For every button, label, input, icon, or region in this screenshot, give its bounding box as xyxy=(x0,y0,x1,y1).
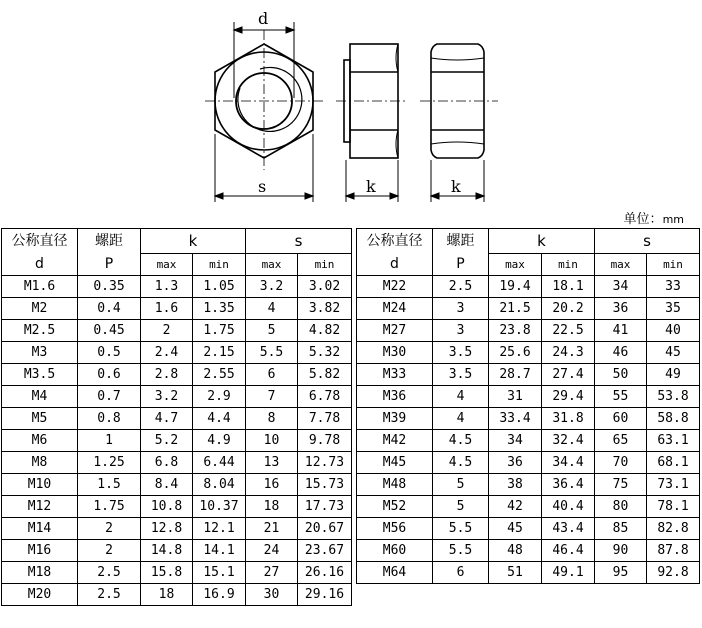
k-min-cell: 18.1 xyxy=(542,276,595,298)
pitch-cell: 2 xyxy=(78,518,141,540)
s-min-cell: 53.8 xyxy=(647,386,700,408)
k-min-cell: 27.4 xyxy=(542,364,595,386)
k-min-cell: 1.35 xyxy=(193,298,246,320)
pitch-cell: 3.5 xyxy=(433,364,489,386)
pitch-cell: 5.5 xyxy=(433,540,489,562)
header-k-max: max xyxy=(489,254,542,276)
header-pitch: 螺距 xyxy=(78,229,141,254)
k-min-cell: 1.05 xyxy=(193,276,246,298)
pitch-cell: 5.5 xyxy=(433,518,489,540)
k-max-cell: 48 xyxy=(489,540,542,562)
header-s: s xyxy=(595,229,700,254)
s-max-cell: 13 xyxy=(246,452,298,474)
s-max-cell: 27 xyxy=(246,562,298,584)
header-s-min: min xyxy=(647,254,700,276)
unit-note xyxy=(624,208,684,227)
k-min-cell: 20.2 xyxy=(542,298,595,320)
dim-k-label-2: k xyxy=(451,177,461,196)
table-row xyxy=(2,320,352,342)
s-min-cell: 58.8 xyxy=(647,408,700,430)
k-max-cell: 42 xyxy=(489,496,542,518)
nominal-diameter-cell: M5 xyxy=(2,408,78,430)
spec-table-right xyxy=(356,228,700,584)
s-min-cell: 82.8 xyxy=(647,518,700,540)
table-row xyxy=(2,298,352,320)
nominal-diameter-cell: M18 xyxy=(2,562,78,584)
nominal-diameter-cell: M45 xyxy=(357,452,433,474)
k-max-cell: 3.2 xyxy=(141,386,193,408)
header-row-2 xyxy=(2,254,352,276)
table-row xyxy=(357,298,700,320)
pitch-cell: 2 xyxy=(78,540,141,562)
pitch-cell: 1.25 xyxy=(78,452,141,474)
s-min-cell: 20.67 xyxy=(298,518,352,540)
k-min-cell: 40.4 xyxy=(542,496,595,518)
pitch-cell: 1.75 xyxy=(78,496,141,518)
s-max-cell: 5.5 xyxy=(246,342,298,364)
nominal-diameter-cell: M33 xyxy=(357,364,433,386)
table-row xyxy=(357,452,700,474)
k-min-cell: 29.4 xyxy=(542,386,595,408)
pitch-cell: 4 xyxy=(433,408,489,430)
s-min-cell: 63.1 xyxy=(647,430,700,452)
header-k-min: min xyxy=(542,254,595,276)
s-min-cell: 7.78 xyxy=(298,408,352,430)
k-min-cell: 2.9 xyxy=(193,386,246,408)
table-row xyxy=(2,540,352,562)
s-max-cell: 41 xyxy=(595,320,647,342)
header-row-2 xyxy=(357,254,700,276)
nominal-diameter-cell: M6 xyxy=(2,430,78,452)
k-max-cell: 38 xyxy=(489,474,542,496)
k-min-cell: 24.3 xyxy=(542,342,595,364)
s-max-cell: 46 xyxy=(595,342,647,364)
pitch-cell: 2.5 xyxy=(433,276,489,298)
k-min-cell: 4.9 xyxy=(193,430,246,452)
header-row-1 xyxy=(357,229,700,254)
k-max-cell: 28.7 xyxy=(489,364,542,386)
s-max-cell: 60 xyxy=(595,408,647,430)
hex-nut-drawing xyxy=(0,0,702,212)
s-max-cell: 70 xyxy=(595,452,647,474)
pitch-cell: 3 xyxy=(433,320,489,342)
s-min-cell: 12.73 xyxy=(298,452,352,474)
s-max-cell: 95 xyxy=(595,562,647,584)
nominal-diameter-cell: M10 xyxy=(2,474,78,496)
dim-d-label: d xyxy=(258,9,269,28)
nominal-diameter-cell: M36 xyxy=(357,386,433,408)
table-row xyxy=(2,386,352,408)
dim-k-label-1: k xyxy=(366,177,376,196)
pitch-cell: 0.45 xyxy=(78,320,141,342)
k-min-cell: 46.4 xyxy=(542,540,595,562)
table-row xyxy=(2,496,352,518)
table-row xyxy=(357,320,700,342)
s-min-cell: 26.16 xyxy=(298,562,352,584)
s-max-cell: 7 xyxy=(246,386,298,408)
header-k-min: min xyxy=(193,254,246,276)
nominal-diameter-cell: M2.5 xyxy=(2,320,78,342)
nominal-diameter-cell: M22 xyxy=(357,276,433,298)
s-max-cell: 4 xyxy=(246,298,298,320)
k-min-cell: 14.1 xyxy=(193,540,246,562)
s-max-cell: 8 xyxy=(246,408,298,430)
s-max-cell: 75 xyxy=(595,474,647,496)
s-min-cell: 29.16 xyxy=(298,584,352,606)
pitch-cell: 1.5 xyxy=(78,474,141,496)
pitch-cell: 4.5 xyxy=(433,452,489,474)
k-max-cell: 10.8 xyxy=(141,496,193,518)
s-min-cell: 92.8 xyxy=(647,562,700,584)
spec-table-left-body xyxy=(2,276,352,606)
table-row xyxy=(2,364,352,386)
table-row xyxy=(357,518,700,540)
k-max-cell: 31 xyxy=(489,386,542,408)
k-max-cell: 18 xyxy=(141,584,193,606)
header-s: s xyxy=(246,229,352,254)
nominal-diameter-cell: M56 xyxy=(357,518,433,540)
k-min-cell: 4.4 xyxy=(193,408,246,430)
unit-label: 单位： xyxy=(623,212,663,227)
pitch-cell: 4.5 xyxy=(433,430,489,452)
table-row xyxy=(357,430,700,452)
s-max-cell: 55 xyxy=(595,386,647,408)
header-d: d xyxy=(2,254,78,276)
k-max-cell: 34 xyxy=(489,430,542,452)
pitch-cell: 3 xyxy=(433,298,489,320)
table-row xyxy=(2,276,352,298)
s-min-cell: 45 xyxy=(647,342,700,364)
s-min-cell: 87.8 xyxy=(647,540,700,562)
k-min-cell: 1.75 xyxy=(193,320,246,342)
s-min-cell: 17.73 xyxy=(298,496,352,518)
k-max-cell: 36 xyxy=(489,452,542,474)
table-row xyxy=(2,474,352,496)
k-min-cell: 43.4 xyxy=(542,518,595,540)
nominal-diameter-cell: M8 xyxy=(2,452,78,474)
s-min-cell: 15.73 xyxy=(298,474,352,496)
k-max-cell: 25.6 xyxy=(489,342,542,364)
k-min-cell: 32.4 xyxy=(542,430,595,452)
pitch-cell: 0.4 xyxy=(78,298,141,320)
nominal-diameter-cell: M52 xyxy=(357,496,433,518)
table-row xyxy=(357,540,700,562)
s-max-cell: 36 xyxy=(595,298,647,320)
k-min-cell: 6.44 xyxy=(193,452,246,474)
header-k: k xyxy=(489,229,595,254)
k-max-cell: 51 xyxy=(489,562,542,584)
k-min-cell: 34.4 xyxy=(542,452,595,474)
nominal-diameter-cell: M48 xyxy=(357,474,433,496)
nominal-diameter-cell: M14 xyxy=(2,518,78,540)
pitch-cell: 0.5 xyxy=(78,342,141,364)
s-min-cell: 33 xyxy=(647,276,700,298)
table-row xyxy=(357,474,700,496)
s-max-cell: 16 xyxy=(246,474,298,496)
s-max-cell: 18 xyxy=(246,496,298,518)
s-min-cell: 5.32 xyxy=(298,342,352,364)
table-row xyxy=(2,342,352,364)
k-max-cell: 12.8 xyxy=(141,518,193,540)
nominal-diameter-cell: M16 xyxy=(2,540,78,562)
k-max-cell: 15.8 xyxy=(141,562,193,584)
s-min-cell: 40 xyxy=(647,320,700,342)
pitch-cell: 4 xyxy=(433,386,489,408)
k-min-cell: 16.9 xyxy=(193,584,246,606)
s-min-cell: 6.78 xyxy=(298,386,352,408)
header-k-max: max xyxy=(141,254,193,276)
nominal-diameter-cell: M3.5 xyxy=(2,364,78,386)
k-max-cell: 2.8 xyxy=(141,364,193,386)
k-max-cell: 6.8 xyxy=(141,452,193,474)
k-max-cell: 8.4 xyxy=(141,474,193,496)
s-max-cell: 10 xyxy=(246,430,298,452)
nominal-diameter-cell: M24 xyxy=(357,298,433,320)
header-pitch: 螺距 xyxy=(433,229,489,254)
pitch-cell: 3.5 xyxy=(433,342,489,364)
s-max-cell: 30 xyxy=(246,584,298,606)
k-max-cell: 19.4 xyxy=(489,276,542,298)
unit-value: mm xyxy=(662,213,684,226)
header-s-max: max xyxy=(246,254,298,276)
k-min-cell: 12.1 xyxy=(193,518,246,540)
nominal-diameter-cell: M4 xyxy=(2,386,78,408)
s-max-cell: 21 xyxy=(246,518,298,540)
header-nominal-diameter: 公称直径 xyxy=(2,229,78,254)
nominal-diameter-cell: M39 xyxy=(357,408,433,430)
k-max-cell: 5.2 xyxy=(141,430,193,452)
nominal-diameter-cell: M42 xyxy=(357,430,433,452)
pitch-cell: 5 xyxy=(433,474,489,496)
k-min-cell: 49.1 xyxy=(542,562,595,584)
s-max-cell: 50 xyxy=(595,364,647,386)
k-min-cell: 10.37 xyxy=(193,496,246,518)
s-min-cell: 5.82 xyxy=(298,364,352,386)
s-min-cell: 35 xyxy=(647,298,700,320)
s-min-cell: 49 xyxy=(647,364,700,386)
nominal-diameter-cell: M3 xyxy=(2,342,78,364)
table-row xyxy=(357,364,700,386)
pitch-cell: 0.8 xyxy=(78,408,141,430)
s-max-cell: 85 xyxy=(595,518,647,540)
pitch-cell: 0.35 xyxy=(78,276,141,298)
k-min-cell: 36.4 xyxy=(542,474,595,496)
s-min-cell: 3.02 xyxy=(298,276,352,298)
s-max-cell: 34 xyxy=(595,276,647,298)
nominal-diameter-cell: M60 xyxy=(357,540,433,562)
k-max-cell: 4.7 xyxy=(141,408,193,430)
s-max-cell: 65 xyxy=(595,430,647,452)
s-max-cell: 80 xyxy=(595,496,647,518)
s-min-cell: 23.67 xyxy=(298,540,352,562)
table-row xyxy=(357,342,700,364)
table-row xyxy=(357,496,700,518)
spec-table-right-body xyxy=(357,276,700,584)
nominal-diameter-cell: M2 xyxy=(2,298,78,320)
pitch-cell: 2.5 xyxy=(78,584,141,606)
k-max-cell: 1.6 xyxy=(141,298,193,320)
s-max-cell: 5 xyxy=(246,320,298,342)
table-row xyxy=(2,408,352,430)
spec-table-left xyxy=(1,228,352,606)
k-max-cell: 21.5 xyxy=(489,298,542,320)
k-max-cell: 1.3 xyxy=(141,276,193,298)
k-min-cell: 22.5 xyxy=(542,320,595,342)
k-max-cell: 14.8 xyxy=(141,540,193,562)
k-max-cell: 2.4 xyxy=(141,342,193,364)
header-s-min: min xyxy=(298,254,352,276)
k-max-cell: 23.8 xyxy=(489,320,542,342)
nominal-diameter-cell: M12 xyxy=(2,496,78,518)
header-P: P xyxy=(78,254,141,276)
table-row xyxy=(357,386,700,408)
pitch-cell: 5 xyxy=(433,496,489,518)
s-max-cell: 6 xyxy=(246,364,298,386)
table-row xyxy=(2,430,352,452)
k-min-cell: 15.1 xyxy=(193,562,246,584)
pitch-cell: 0.6 xyxy=(78,364,141,386)
table-row xyxy=(2,452,352,474)
pitch-cell: 1 xyxy=(78,430,141,452)
table-row xyxy=(357,408,700,430)
table-row xyxy=(2,584,352,606)
table-row xyxy=(357,562,700,584)
s-max-cell: 3.2 xyxy=(246,276,298,298)
pitch-cell: 2.5 xyxy=(78,562,141,584)
header-nominal-diameter: 公称直径 xyxy=(357,229,433,254)
k-min-cell: 31.8 xyxy=(542,408,595,430)
k-max-cell: 45 xyxy=(489,518,542,540)
k-min-cell: 8.04 xyxy=(193,474,246,496)
s-max-cell: 90 xyxy=(595,540,647,562)
pitch-cell: 6 xyxy=(433,562,489,584)
header-d: d xyxy=(357,254,433,276)
nominal-diameter-cell: M64 xyxy=(357,562,433,584)
header-s-max: max xyxy=(595,254,647,276)
s-min-cell: 73.1 xyxy=(647,474,700,496)
s-min-cell: 78.1 xyxy=(647,496,700,518)
s-min-cell: 9.78 xyxy=(298,430,352,452)
header-k: k xyxy=(141,229,246,254)
k-min-cell: 2.15 xyxy=(193,342,246,364)
header-row-1 xyxy=(2,229,352,254)
s-min-cell: 4.82 xyxy=(298,320,352,342)
s-min-cell: 68.1 xyxy=(647,452,700,474)
pitch-cell: 0.7 xyxy=(78,386,141,408)
nominal-diameter-cell: M30 xyxy=(357,342,433,364)
header-P: P xyxy=(433,254,489,276)
k-max-cell: 2 xyxy=(141,320,193,342)
nominal-diameter-cell: M1.6 xyxy=(2,276,78,298)
dim-s-label: s xyxy=(258,177,267,196)
s-max-cell: 24 xyxy=(246,540,298,562)
table-row xyxy=(2,562,352,584)
nominal-diameter-cell: M27 xyxy=(357,320,433,342)
k-min-cell: 2.55 xyxy=(193,364,246,386)
table-row xyxy=(357,276,700,298)
nominal-diameter-cell: M20 xyxy=(2,584,78,606)
s-min-cell: 3.82 xyxy=(298,298,352,320)
table-row xyxy=(2,518,352,540)
k-max-cell: 33.4 xyxy=(489,408,542,430)
